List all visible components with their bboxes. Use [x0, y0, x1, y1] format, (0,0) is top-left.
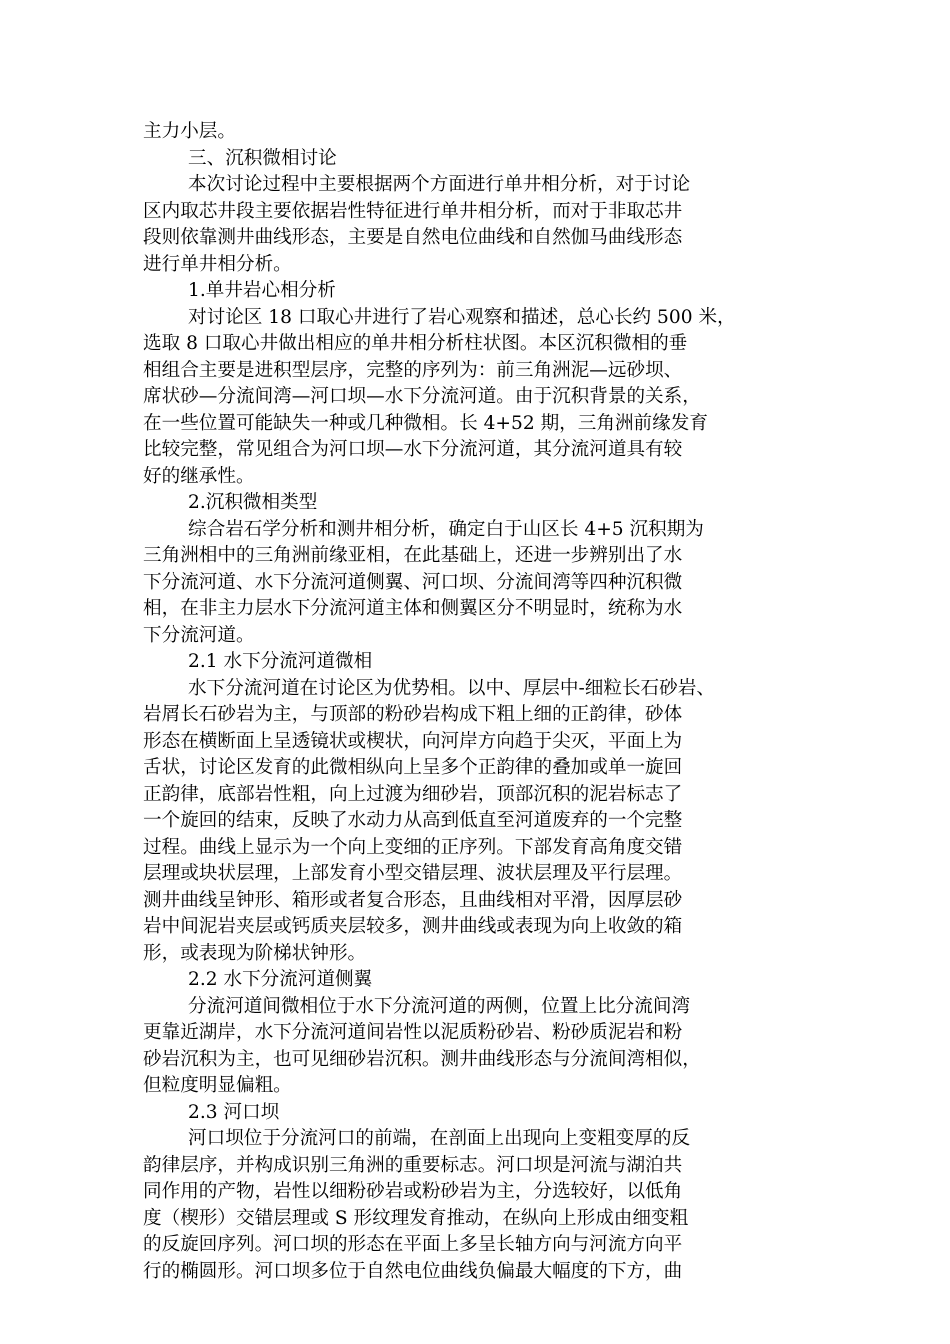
text-line: 席状砂—分流间湾—河口坝—水下分流河道。由于沉积背景的关系，	[143, 386, 701, 407]
text-line: 区内取芯井段主要依据岩性特征进行单井相分析，而对于非取芯井	[143, 200, 683, 222]
text-line: 舌状，讨论区发育的此微相纵向上呈多个正韵律的叠加或单一旋回	[143, 757, 683, 778]
section-heading: 三、沉积微相讨论	[188, 147, 337, 169]
text-line: 同作用的产物，岩性以细粉砂岩或粉砂岩为主，分选较好，以低角	[143, 1181, 683, 1202]
text-line: 三角洲相中的三角洲前缘亚相，在此基础上，还进一步辨别出了水	[143, 545, 683, 566]
text-line: 选取 8 口取心井做出相应的单井相分析柱状图。本区沉积微相的垂	[143, 333, 688, 354]
document-body	[143, 119, 808, 1312]
text-line: 形，或表现为阶梯状钟形。	[143, 942, 367, 964]
text-line: 测井曲线呈钟形、箱形或者复合形态，且曲线相对平滑，因厚层砂	[143, 889, 683, 911]
text-line: 段则依靠测井曲线形态，主要是自然电位曲线和自然伽马曲线形态	[143, 227, 683, 248]
subsection-heading: 1.单井岩心相分析	[188, 280, 336, 301]
text-line: 好的继承性。	[143, 465, 255, 487]
text-line: 进行单井相分析。	[143, 253, 292, 275]
text-line: 河口坝位于分流河口的前端，在剖面上出现向上变粗变厚的反	[188, 1128, 691, 1149]
text-line: 度（楔形）交错层理或 S 形纹理发育推动，在纵向上形成由细变粗	[143, 1207, 689, 1229]
text-line: 相组合主要是进积型层序，完整的序列为：前三角洲泥—远砂坝、	[143, 359, 683, 381]
text-line: 岩屑长石砂岩为主，与顶部的粉砂岩构成下粗上细的正韵律，砂体	[143, 704, 683, 725]
text-line: 正韵律，底部岩性粗，向上过渡为细砂岩，顶部沉积的泥岩标志了	[143, 783, 683, 805]
subsection-heading: 2.沉积微相类型	[188, 492, 318, 513]
text-line: 砂岩沉积为主，也可见细砂岩沉积。测井曲线形态与分流间湾相似，	[143, 1048, 701, 1070]
text-line: 水下分流河道在讨论区为优势相。以中、厚层中-细粒长石砂岩、	[188, 677, 715, 699]
text-line: 比较完整，常见组合为河口坝—水下分流河道，其分流河道具有较	[143, 439, 683, 460]
text-line: 在一些位置可能缺失一种或几种微相。长 4+52 期，三角洲前缘发育	[143, 412, 708, 434]
text-line: 综合岩石学分析和测井相分析，确定白于山区长 4+5 沉积期为	[188, 518, 704, 540]
text-line: 分流河道间微相位于水下分流河道的两侧，位置上比分流间湾	[188, 995, 691, 1017]
text-line: 主力小层。	[143, 121, 236, 142]
text-line: 的反旋回序列。河口坝的形态在平面上多呈长轴方向与河流方向平	[143, 1234, 683, 1255]
subsection-heading: 2.1 水下分流河道微相	[188, 651, 373, 672]
text-line: 一个旋回的结束，反映了水动力从高到低直至河道废弃的一个完整	[143, 810, 683, 831]
subsection-heading: 2.2 水下分流河道侧翼	[188, 969, 373, 990]
text-line: 下分流河道、水下分流河道侧翼、河口坝、分流间湾等四种沉积微	[143, 571, 683, 593]
text-line: 形态在横断面上呈透镜状或楔状，向河岸方向趋于尖灭，平面上为	[143, 730, 683, 752]
text-line	[143, 1285, 808, 1312]
text-line: 本次讨论过程中主要根据两个方面进行单井相分析，对于讨论	[188, 174, 691, 195]
text-line: 韵律层序，并构成识别三角洲的重要标志。河口坝是河流与湖泊共	[143, 1154, 683, 1176]
subsection-heading: 2.3 河口坝	[188, 1101, 280, 1123]
text-line: 层理或块状层理，上部发育小型交错层理、波状层理及平行层理。	[143, 863, 683, 884]
text-line: 过程。曲线上显示为一个向上变细的正序列。下部发育高角度交错	[143, 836, 683, 858]
text-line: 但粒度明显偏粗。	[143, 1075, 292, 1096]
text-line: 下分流河道。	[143, 624, 255, 646]
text-line: 岩中间泥岩夹层或钙质夹层较多，测井曲线或表现为向上收敛的箱	[143, 916, 683, 937]
text-line: 行的椭圆形。河口坝多位于自然电位曲线负偏最大幅度的下方，曲	[143, 1260, 683, 1282]
text-line: 相，在非主力层水下分流河道主体和侧翼区分不明显时，统称为水	[143, 598, 683, 619]
text-line: 更靠近湖岸，水下分流河道间岩性以泥质粉砂岩、粉砂质泥岩和粉	[143, 1022, 683, 1043]
text-line: 对讨论区 18 口取心井进行了岩心观察和描述，总心长约 500 米，	[188, 306, 736, 328]
